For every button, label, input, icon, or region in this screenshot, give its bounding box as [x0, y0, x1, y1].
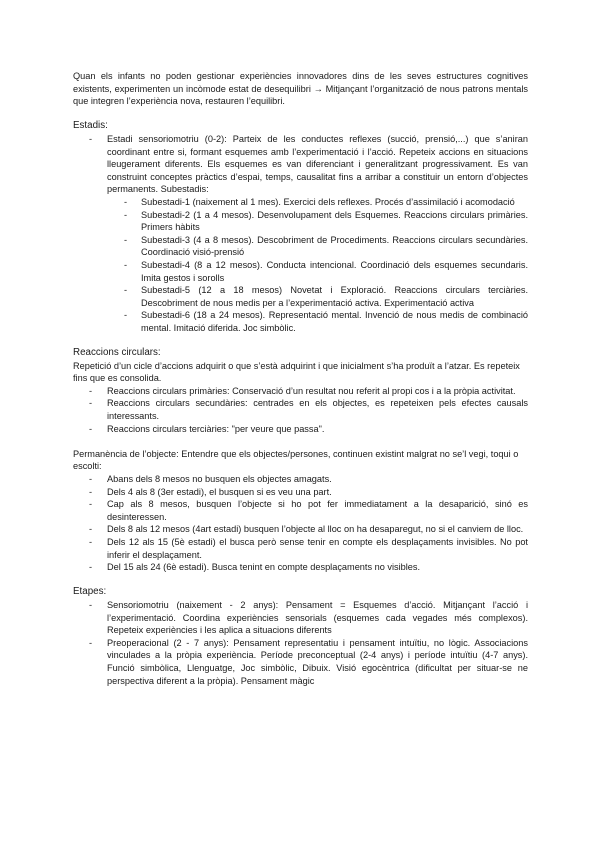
list-item: - Sensoriomotriu (naixement - 2 anys): Pensament = Esquemes d’acció. Mitjançant l’acció i l’experimentació. Coordina experiències sensorials (esquemes cada vegades més complexos). Repeteix experiències i les aplica a situacions diferents	[73, 599, 528, 637]
estadis-list	[73, 133, 528, 335]
list-item: - Subestadi-5 (12 a 18 mesos) Novetat i Exploració. Reaccions circulars terciàries. Descobriment de nous medis per a l’experimentació activa. Experimentació activa	[107, 284, 528, 309]
list-item: - Subestadi-3 (4 a 8 mesos). Descobriment de Procediments. Reaccions circulars secundàries. Coordinació visió-prensió	[107, 234, 528, 259]
list-item: - Preoperacional (2 - 7 anys): Pensament representatiu i pensament intuïtiu, no lògic. Associacions vinculades a la pròpia experiència. Període preconceptual (2-4 anys) i període intuïtiu (4-7 anys). Funció simbòlica, Llenguatge, Joc simbòlic, Dibuix. Visió egocèntrica (dificultat per situar-se ne perspectiva diferent a la pròpia). Pensament màgic	[73, 637, 528, 687]
reaccions-list	[73, 385, 528, 435]
list-item: - Cap als 8 mesos, busquen l’objecte si ho pot fer immediatament a la desaparició, sinó es desinteressen.	[73, 498, 528, 523]
list-item: - Reaccions circulars secundàries: centrades en els objectes, es repeteixen pels efectes causals interessants.	[73, 397, 528, 422]
document-body	[73, 70, 528, 687]
list-item: - Reaccions circulars primàries: Conservació d’un resultat nou referit al propi cos i a la pròpia activitat.	[73, 385, 528, 398]
intro-paragraph: Quan els infants no poden gestionar experiències innovadores dins de les seves estructures cognitives existents, experimenten un incòmode estat de desequilibri → Mitjançant l’organització de nous patrons mentals que integren l’experiència nova, restauren l’equilibri.	[73, 71, 528, 107]
list-item: - Dels 4 als 8 (3er estadi), el busquen si es veu una part.	[73, 486, 528, 499]
permanencia-list	[73, 473, 528, 574]
permanencia-text: Permanència de l’objecte: Entendre que els objectes/persones, continuen existint malgrat no se’l vegi, toqui o escolti:	[73, 448, 519, 472]
list-item: - Del 15 als 24 (6è estadi). Busca tenint en compte desplaçaments no visibles.	[73, 561, 528, 574]
list-item: - Subestadi-2 (1 a 4 mesos). Desenvolupament dels Esquemes. Reaccions circulars primàries. Primers hàbits	[107, 209, 528, 234]
etapes-heading: Etapes:	[73, 586, 107, 598]
subestadis-list	[107, 196, 528, 335]
list-item	[73, 133, 528, 335]
etapes-list	[73, 599, 528, 687]
list-item: - Subestadi-4 (8 a 12 mesos). Conducta intencional. Coordinació dels esquemes secundaris. Imita gestos i sorolls	[107, 259, 528, 284]
list-item: - Abans dels 8 mesos no busquen els objectes amagats.	[73, 473, 528, 486]
list-item: - Dels 8 als 12 mesos (4art estadi) busquen l’objecte al lloc on ha desaparegut, no si el canviem de lloc.	[73, 523, 528, 536]
list-item: - Dels 12 als 15 (5è estadi) el busca però sense tenir en compte els desplaçaments invisibles. No pot inferir el desplaçament.	[73, 536, 528, 561]
list-item: - Subestadi-6 (18 a 24 mesos). Representació mental. Invenció de nous medis de combinació mental. Imitació diferida. Joc simbòlic.	[107, 309, 528, 334]
list-item: - Subestadi-1 (naixement al 1 mes). Exercici dels reflexes. Procés d’assimilació i acomodació	[107, 196, 528, 209]
estadis-heading: Estadis:	[73, 120, 108, 132]
list-item: - Reaccions circulars terciàries: "per veure que passa".	[73, 423, 528, 436]
reaccions-text: Repetició d’un cicle d’accions adquirit o que s’està adquirint i que inicialment s’ha produït a l’atzar. Es repeteix fins que es consolida.	[73, 360, 520, 384]
reaccions-heading: Reaccions circulars:	[73, 347, 161, 359]
estadis-item-text: Estadi sensoriomotriu (0-2): Parteix de les conductes reflexes (succió, prensió,...) que s’aniran coordinant entre si, formant esquemes amb l’experimentació i l’acció. Repeteix accions en situacions lleugerament diferents. Els esquemes es van diferenciant i generalitzant progressivament. Es van construint conceptes pràctics d’espai, temps, causalitat fins a arribar a constituir un entorn d’objectes permanents. Subestadis:	[107, 133, 528, 195]
